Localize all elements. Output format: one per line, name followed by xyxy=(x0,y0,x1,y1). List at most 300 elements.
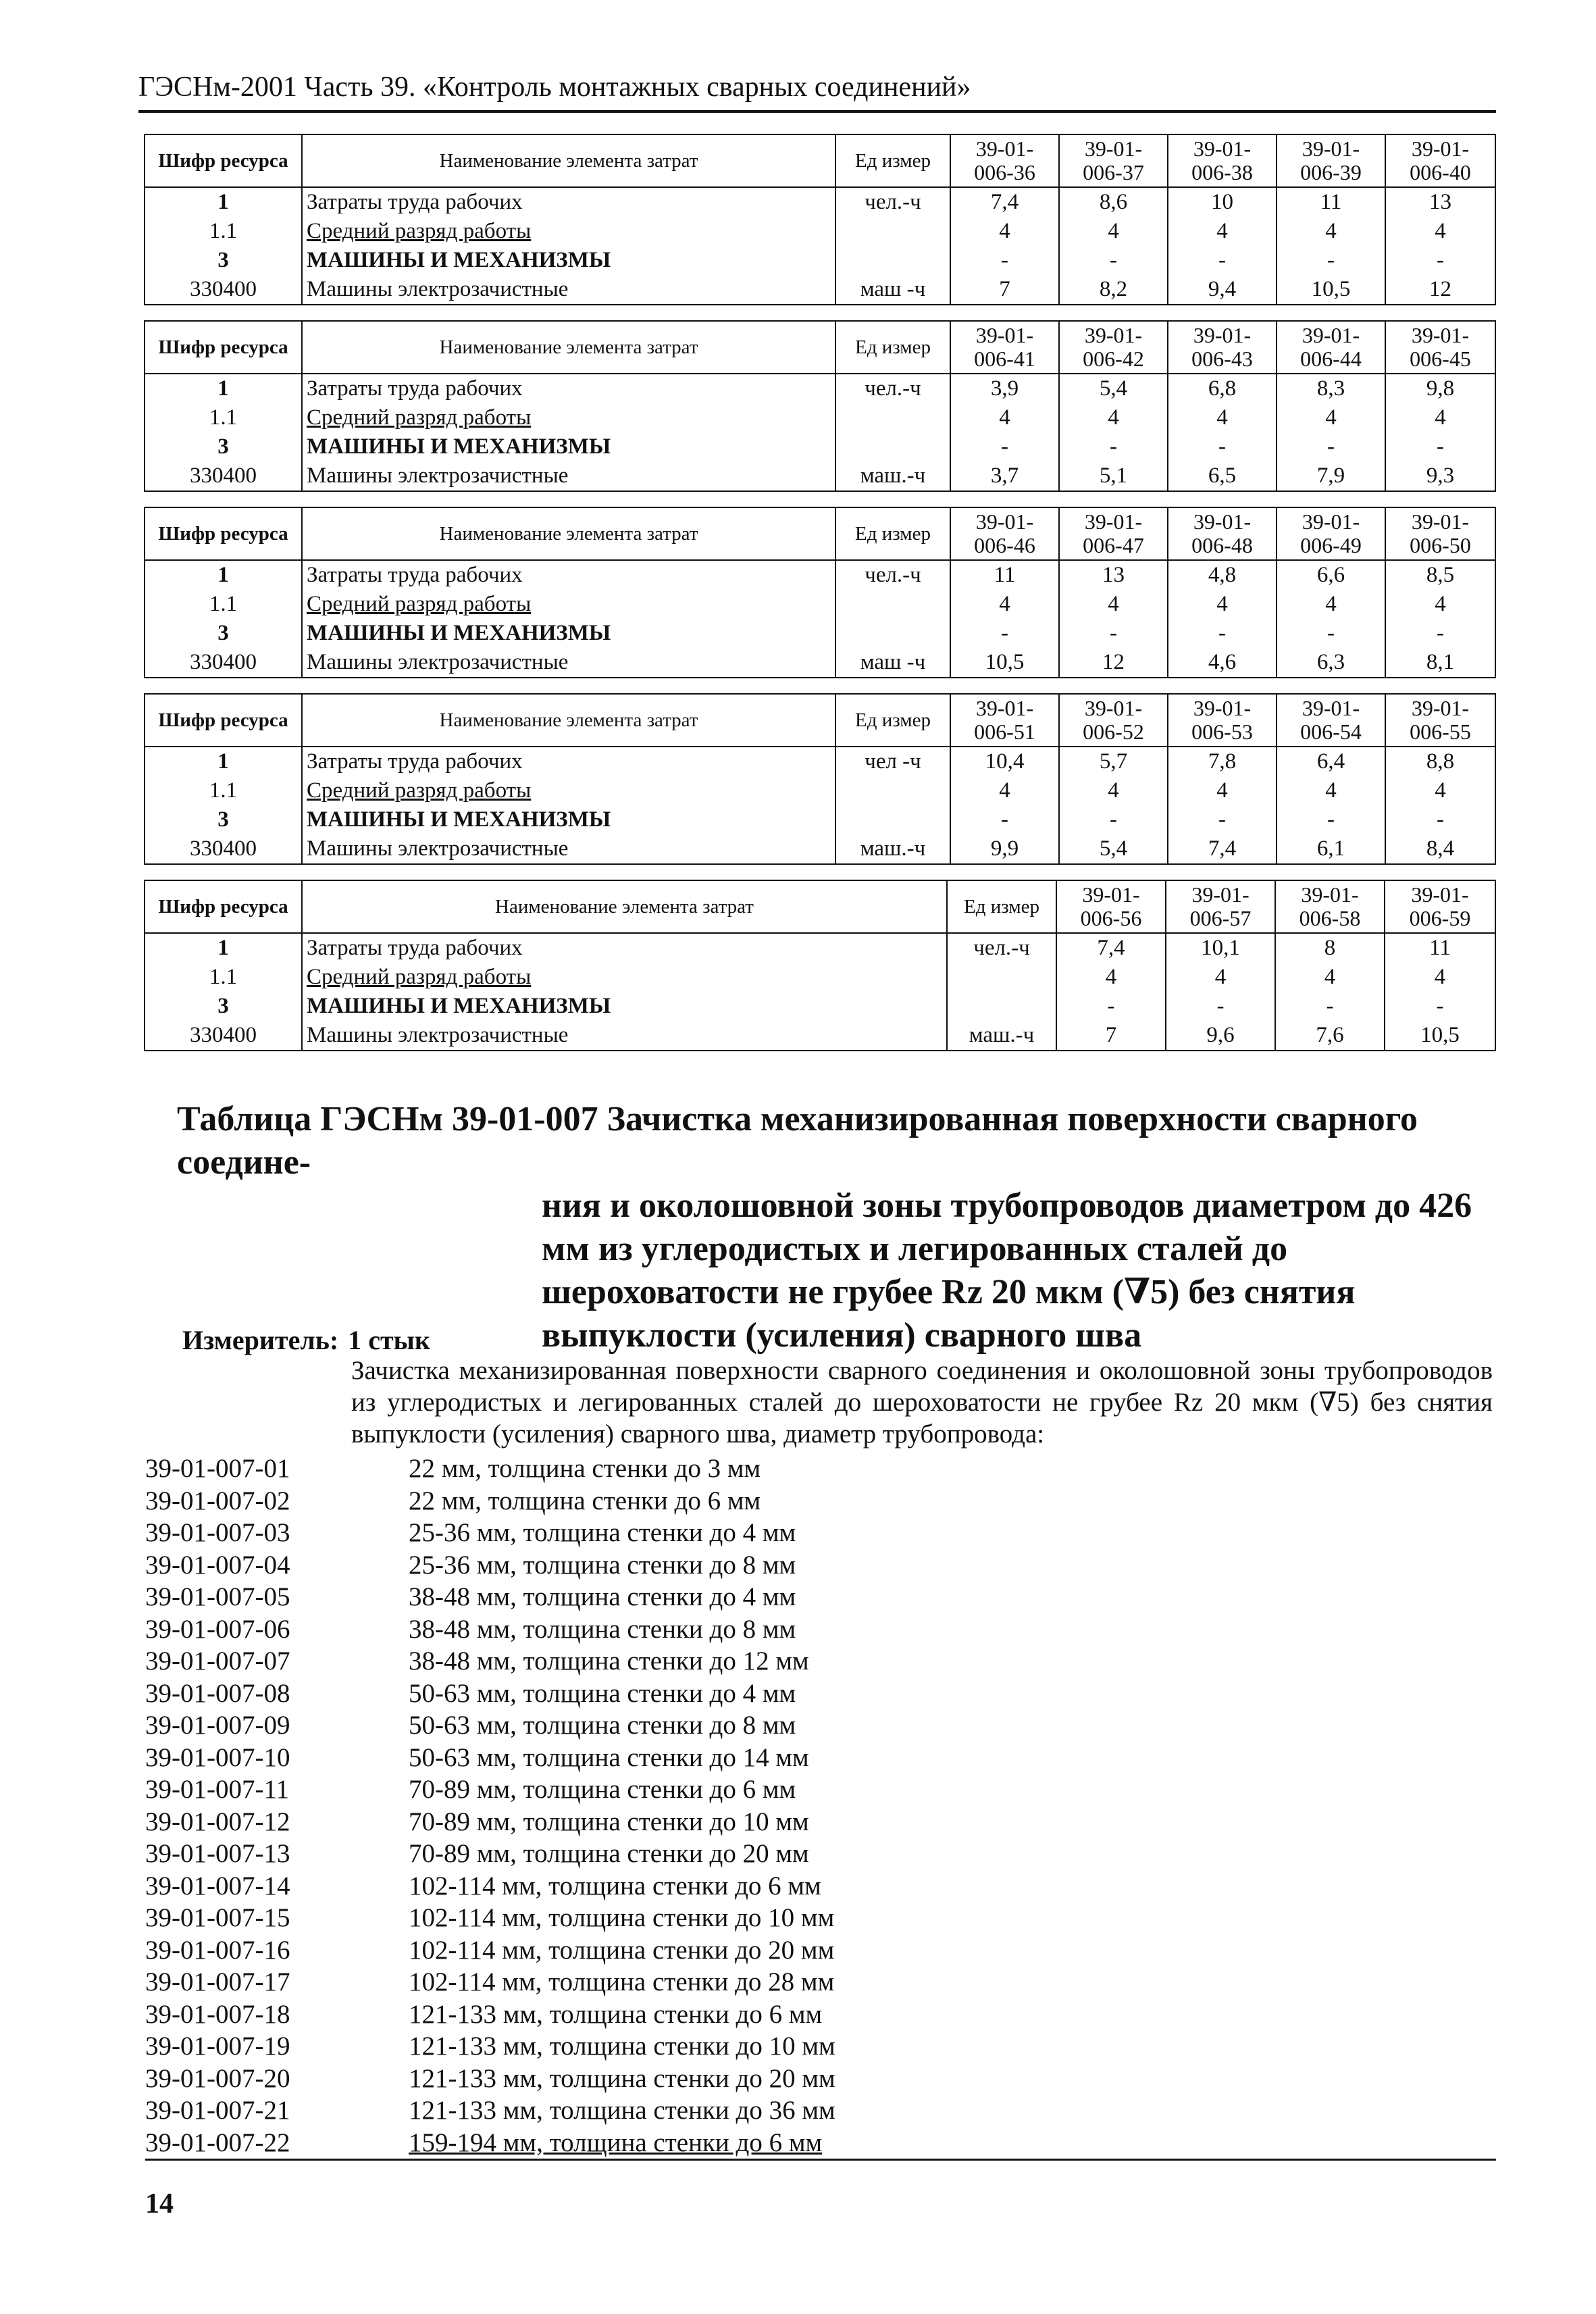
table-header-row xyxy=(145,321,1495,374)
norm-value: 4 xyxy=(1385,590,1495,619)
cost-element-name: Средний разряд работы xyxy=(302,963,947,992)
table-row xyxy=(145,187,1495,217)
item-text: 38-48 мм, толщина стенки до 12 мм xyxy=(409,1646,809,1676)
norm-code-prefix: 39-01- xyxy=(975,323,1034,347)
item-text: 102-114 мм, толщина стенки до 20 мм xyxy=(409,1935,835,1965)
norm-value: 5,4 xyxy=(1059,374,1168,403)
norm-value: 10,4 xyxy=(950,747,1059,776)
resource-code: 1 xyxy=(145,374,302,403)
norm-value: 4 xyxy=(1277,590,1385,619)
item-text: 25-36 мм, толщина стенки до 4 мм xyxy=(409,1518,796,1547)
norm-value: 7,9 xyxy=(1277,461,1385,491)
norm-value: 10 xyxy=(1168,187,1277,217)
norm-code-number: 006-49 xyxy=(1300,533,1362,557)
item-code: 39-01-007-06 xyxy=(145,1614,290,1644)
norm-code-header xyxy=(1385,321,1495,374)
norm-code-prefix: 39-01- xyxy=(1193,696,1252,720)
resource-code: 1 xyxy=(145,933,302,963)
norm-code-header xyxy=(1168,134,1277,187)
item-text: 70-89 мм, толщина стенки до 10 мм xyxy=(409,1807,809,1836)
norm-value: 4 xyxy=(1168,217,1277,246)
cost-element-name: Затраты труда рабочих xyxy=(302,374,835,403)
norm-value: - xyxy=(1056,992,1166,1021)
cost-element-name: МАШИНЫ И МЕХАНИЗМЫ xyxy=(302,619,835,648)
resource-code: 1.1 xyxy=(145,403,302,432)
resource-code: 3 xyxy=(145,805,302,834)
column-header: Шифр ресурса xyxy=(145,134,302,187)
norm-code-header xyxy=(1168,507,1277,560)
norm-code-prefix: 39-01- xyxy=(1084,696,1143,720)
cost-element-name: МАШИНЫ И МЕХАНИЗМЫ xyxy=(302,246,835,275)
resource-code: 330400 xyxy=(145,275,302,305)
unit xyxy=(835,590,950,619)
resource-code: 1 xyxy=(145,560,302,590)
list-item xyxy=(145,2063,1496,2095)
norm-code-number: 006-40 xyxy=(1410,160,1471,184)
cost-element-name: МАШИНЫ И МЕХАНИЗМЫ xyxy=(302,992,947,1021)
norm-code-header xyxy=(1277,507,1385,560)
unit xyxy=(835,805,950,834)
item-code: 39-01-007-17 xyxy=(145,1967,290,1996)
resource-code: 3 xyxy=(145,619,302,648)
column-header: Ед измер xyxy=(835,694,950,747)
cost-element-name: Машины электрозачистные xyxy=(302,1021,947,1051)
norm-value: - xyxy=(1059,246,1168,275)
norm-value: 4 xyxy=(1168,403,1277,432)
norm-value: - xyxy=(1059,805,1168,834)
norm-code-header xyxy=(950,321,1059,374)
item-text: 70-89 мм, толщина стенки до 6 мм xyxy=(409,1775,796,1804)
norm-value: 3,7 xyxy=(950,461,1059,491)
resource-code: 1.1 xyxy=(145,590,302,619)
cost-element-name: Затраты труда рабочих xyxy=(302,747,835,776)
unit: маш.-ч xyxy=(835,834,950,864)
norm-code-header xyxy=(1277,321,1385,374)
norm-value: - xyxy=(1385,619,1495,648)
cost-element-name: МАШИНЫ И МЕХАНИЗМЫ xyxy=(302,432,835,461)
item-text: 121-133 мм, толщина стенки до 20 мм xyxy=(409,2063,835,2093)
norm-value: 6,1 xyxy=(1277,834,1385,864)
item-code: 39-01-007-19 xyxy=(145,2032,290,2061)
norm-value: 11 xyxy=(1277,187,1385,217)
list-item xyxy=(145,1709,1496,1742)
norm-code-prefix: 39-01- xyxy=(1302,136,1360,161)
table-row xyxy=(145,805,1495,834)
table-row xyxy=(145,963,1495,992)
norm-code-prefix: 39-01- xyxy=(1084,323,1143,347)
norm-value: - xyxy=(1168,619,1277,648)
norm-code-prefix: 39-01- xyxy=(1082,882,1140,907)
norm-value: 10,5 xyxy=(950,648,1059,678)
norm-value: 4 xyxy=(950,403,1059,432)
item-code: 39-01-007-04 xyxy=(145,1550,290,1580)
norm-value: 6,6 xyxy=(1277,560,1385,590)
norm-code-number: 006-42 xyxy=(1083,347,1144,371)
resource-code: 330400 xyxy=(145,461,302,491)
cost-element-name: Средний разряд работы xyxy=(302,590,835,619)
norm-value: 10,5 xyxy=(1385,1021,1495,1051)
item-code: 39-01-007-02 xyxy=(145,1486,290,1515)
norm-value: 4 xyxy=(1385,217,1495,246)
resource-code: 330400 xyxy=(145,1021,302,1051)
cost-element-name: Средний разряд работы xyxy=(302,403,835,432)
norm-code-number: 006-47 xyxy=(1083,533,1144,557)
meter-value: 1 стык xyxy=(348,1325,430,1355)
table-row xyxy=(145,461,1495,491)
norm-value: 4 xyxy=(950,776,1059,805)
item-text: 50-63 мм, толщина стенки до 4 мм xyxy=(409,1678,796,1708)
norm-value: 4,6 xyxy=(1168,648,1277,678)
item-text: 121-133 мм, толщина стенки до 10 мм xyxy=(409,2032,835,2061)
norm-value: - xyxy=(1277,246,1385,275)
table-row xyxy=(145,403,1495,432)
norm-code-header xyxy=(950,694,1059,747)
section-title xyxy=(177,1098,1494,1357)
norm-code-number: 006-56 xyxy=(1080,906,1142,930)
norm-value: 9,8 xyxy=(1385,374,1495,403)
norm-code-prefix: 39-01- xyxy=(1411,882,1469,907)
norm-code-prefix: 39-01- xyxy=(1193,509,1252,534)
norm-value: - xyxy=(1385,246,1495,275)
norm-code-header xyxy=(1166,880,1275,933)
item-code: 39-01-007-15 xyxy=(145,1903,290,1932)
unit: чел.-ч xyxy=(947,933,1056,963)
item-text: 102-114 мм, толщина стенки до 28 мм xyxy=(409,1967,835,1996)
item-text: 38-48 мм, толщина стенки до 4 мм xyxy=(409,1582,796,1611)
unit: чел.-ч xyxy=(835,560,950,590)
norm-value: 7,4 xyxy=(1168,834,1277,864)
norm-value: 8,4 xyxy=(1385,834,1495,864)
norm-value: 7,4 xyxy=(1056,933,1166,963)
norm-value: 8,8 xyxy=(1385,747,1495,776)
item-list xyxy=(145,1453,1496,2159)
norm-code-number: 006-36 xyxy=(974,160,1035,184)
list-item xyxy=(145,1549,1496,1582)
norm-code-header xyxy=(1385,880,1495,933)
table-header-row xyxy=(145,694,1495,747)
norm-code-prefix: 39-01- xyxy=(1411,136,1470,161)
unit xyxy=(835,619,950,648)
norm-value: 5,1 xyxy=(1059,461,1168,491)
cost-element-name: Затраты труда рабочих xyxy=(302,933,947,963)
norm-value: - xyxy=(950,246,1059,275)
table-header-row xyxy=(145,134,1495,187)
norm-value: - xyxy=(950,805,1059,834)
norm-value: 8,1 xyxy=(1385,648,1495,678)
norm-value: 13 xyxy=(1059,560,1168,590)
norm-value: 4 xyxy=(1059,217,1168,246)
item-code: 39-01-007-21 xyxy=(145,2096,290,2125)
list-item xyxy=(145,2094,1496,2127)
norm-value: 4 xyxy=(1059,590,1168,619)
page-header-title: ГЭСНм-2001 Часть 39. «Контроль монтажных сварных соединений» xyxy=(138,72,971,103)
resource-code: 3 xyxy=(145,432,302,461)
norm-value: 4 xyxy=(1277,776,1385,805)
norm-value: 5,4 xyxy=(1059,834,1168,864)
item-text: 102-114 мм, толщина стенки до 6 мм xyxy=(409,1871,821,1901)
list-item xyxy=(145,1581,1496,1613)
table-header-row xyxy=(145,507,1495,560)
table-row xyxy=(145,217,1495,246)
item-text: 38-48 мм, толщина стенки до 8 мм xyxy=(409,1614,796,1644)
norm-value: 13 xyxy=(1385,187,1495,217)
column-header: Наименование элемента затрат xyxy=(302,321,835,374)
norm-value: 10,5 xyxy=(1277,275,1385,305)
norm-value: 7,4 xyxy=(950,187,1059,217)
norm-value: - xyxy=(1059,619,1168,648)
norm-code-number: 006-39 xyxy=(1300,160,1362,184)
table-row xyxy=(145,747,1495,776)
norm-value: 4 xyxy=(1168,590,1277,619)
norm-value: 11 xyxy=(950,560,1059,590)
item-code: 39-01-007-22 xyxy=(145,2128,290,2157)
item-text: 159-194 мм, толщина стенки до 6 мм xyxy=(409,2128,823,2157)
cost-element-name: МАШИНЫ И МЕХАНИЗМЫ xyxy=(302,805,835,834)
list-item xyxy=(145,1806,1496,1838)
resource-tables xyxy=(144,134,1495,1066)
table-row xyxy=(145,246,1495,275)
item-code: 39-01-007-14 xyxy=(145,1871,290,1901)
item-code: 39-01-007-16 xyxy=(145,1935,290,1965)
resource-table xyxy=(144,134,1496,305)
column-header: Ед измер xyxy=(835,507,950,560)
section-title-lead: Таблица ГЭСНм 39-01-007 Зачистка механизированная поверхности сварного соедине- xyxy=(177,1100,1418,1182)
norm-value: 4 xyxy=(1056,963,1166,992)
meter-label: Измеритель: xyxy=(182,1325,339,1355)
norm-code-prefix: 39-01- xyxy=(1191,882,1250,907)
item-code: 39-01-007-03 xyxy=(145,1518,290,1547)
list-item xyxy=(145,1838,1496,1870)
norm-value: - xyxy=(1168,246,1277,275)
norm-value: 8,6 xyxy=(1059,187,1168,217)
column-header: Наименование элемента затрат xyxy=(302,134,835,187)
norm-value: 4 xyxy=(950,590,1059,619)
resource-table xyxy=(144,507,1496,678)
norm-value: 11 xyxy=(1385,933,1495,963)
item-text: 102-114 мм, толщина стенки до 10 мм xyxy=(409,1903,835,1932)
norm-code-header xyxy=(1277,694,1385,747)
norm-value: 3,9 xyxy=(950,374,1059,403)
item-text: 70-89 мм, толщина стенки до 20 мм xyxy=(409,1839,809,1868)
item-code: 39-01-007-01 xyxy=(145,1454,290,1483)
cost-element-name: Средний разряд работы xyxy=(302,776,835,805)
table-row xyxy=(145,1021,1495,1051)
list-item xyxy=(145,1934,1496,1967)
list-item xyxy=(145,1742,1496,1774)
item-code: 39-01-007-20 xyxy=(145,2063,290,2093)
item-code: 39-01-007-18 xyxy=(145,1999,290,2029)
norm-code-prefix: 39-01- xyxy=(1084,509,1143,534)
norm-value: 9,4 xyxy=(1168,275,1277,305)
norm-code-prefix: 39-01- xyxy=(1411,323,1470,347)
unit xyxy=(947,963,1056,992)
norm-value: 8,2 xyxy=(1059,275,1168,305)
norm-code-header xyxy=(1056,880,1166,933)
cost-element-name: Затраты труда рабочих xyxy=(302,560,835,590)
norm-code-header xyxy=(1277,134,1385,187)
section-title-rest: ния и околошовной зоны трубопроводов диаметром до 426 мм из углеродистых и легированных сталей до шероховатости не грубее Rz 20 мкм (∇5) без снятия выпуклости (усиления) сварного шва xyxy=(542,1186,1472,1355)
norm-code-number: 006-50 xyxy=(1410,533,1471,557)
list-item xyxy=(145,1678,1496,1710)
cost-element-name: Средний разряд работы xyxy=(302,217,835,246)
norm-value: 7,6 xyxy=(1275,1021,1385,1051)
norm-value: 12 xyxy=(1385,275,1495,305)
resource-code: 1 xyxy=(145,747,302,776)
norm-code-header xyxy=(950,134,1059,187)
unit: маш.-ч xyxy=(947,1021,1056,1051)
norm-value: 4 xyxy=(1059,403,1168,432)
unit: чел.-ч xyxy=(835,374,950,403)
norm-code-prefix: 39-01- xyxy=(1302,323,1360,347)
table-row xyxy=(145,834,1495,864)
item-code: 39-01-007-10 xyxy=(145,1742,290,1772)
cost-element-name: Машины электрозачистные xyxy=(302,648,835,678)
norm-value: - xyxy=(950,432,1059,461)
unit xyxy=(835,217,950,246)
list-item xyxy=(145,1453,1496,1485)
resource-code: 1.1 xyxy=(145,776,302,805)
norm-code-prefix: 39-01- xyxy=(1411,509,1470,534)
norm-code-number: 006-48 xyxy=(1191,533,1253,557)
norm-value: 4 xyxy=(1275,963,1385,992)
norm-code-header xyxy=(1059,134,1168,187)
norm-value: 7 xyxy=(950,275,1059,305)
item-code: 39-01-007-09 xyxy=(145,1711,290,1740)
norm-value: - xyxy=(1168,805,1277,834)
column-header: Наименование элемента затрат xyxy=(302,880,947,933)
norm-value: 4 xyxy=(1277,217,1385,246)
item-text: 22 мм, толщина стенки до 6 мм xyxy=(409,1486,761,1515)
item-code: 39-01-007-07 xyxy=(145,1646,290,1676)
norm-code-header xyxy=(1168,321,1277,374)
item-text: 25-36 мм, толщина стенки до 8 мм xyxy=(409,1550,796,1580)
norm-code-number: 006-52 xyxy=(1083,720,1144,744)
unit: маш -ч xyxy=(835,648,950,678)
norm-code-prefix: 39-01- xyxy=(1193,323,1252,347)
list-item xyxy=(145,1517,1496,1549)
resource-table xyxy=(144,880,1496,1051)
table-row xyxy=(145,275,1495,305)
norm-code-prefix: 39-01- xyxy=(975,696,1034,720)
norm-value: 9,9 xyxy=(950,834,1059,864)
norm-code-prefix: 39-01- xyxy=(1193,136,1252,161)
norm-value: - xyxy=(1385,992,1495,1021)
resource-code: 1 xyxy=(145,187,302,217)
norm-code-header xyxy=(1385,134,1495,187)
column-header: Ед измер xyxy=(947,880,1056,933)
item-code: 39-01-007-05 xyxy=(145,1582,290,1611)
resource-code: 1.1 xyxy=(145,963,302,992)
norm-value: - xyxy=(1168,432,1277,461)
item-code: 39-01-007-11 xyxy=(145,1775,290,1804)
column-header: Ед измер xyxy=(835,134,950,187)
column-header: Шифр ресурса xyxy=(145,507,302,560)
resource-code: 3 xyxy=(145,992,302,1021)
norm-code-prefix: 39-01- xyxy=(975,509,1034,534)
norm-value: 4 xyxy=(1385,963,1495,992)
norm-code-header xyxy=(950,507,1059,560)
column-header: Ед измер xyxy=(835,321,950,374)
list-item xyxy=(145,1902,1496,1934)
norm-value: 4 xyxy=(950,217,1059,246)
list-item xyxy=(145,1966,1496,1998)
resource-table xyxy=(144,693,1496,865)
norm-code-number: 006-44 xyxy=(1300,347,1362,371)
norm-code-number: 006-57 xyxy=(1189,906,1252,930)
column-header: Наименование элемента затрат xyxy=(302,507,835,560)
column-header: Шифр ресурса xyxy=(145,694,302,747)
unit xyxy=(835,403,950,432)
table-row xyxy=(145,648,1495,678)
norm-code-number: 006-43 xyxy=(1191,347,1253,371)
norm-value: 6,5 xyxy=(1168,461,1277,491)
norm-value: 6,8 xyxy=(1168,374,1277,403)
cost-element-name: Машины электрозачистные xyxy=(302,834,835,864)
norm-value: - xyxy=(1277,619,1385,648)
norm-value: 6,4 xyxy=(1277,747,1385,776)
item-text: 22 мм, толщина стенки до 3 мм xyxy=(409,1454,761,1483)
unit xyxy=(947,992,1056,1021)
bottom-divider xyxy=(145,2159,1496,2161)
unit xyxy=(835,246,950,275)
norm-code-number: 006-54 xyxy=(1300,720,1362,744)
norm-code-prefix: 39-01- xyxy=(1411,696,1470,720)
norm-code-number: 006-59 xyxy=(1409,906,1471,930)
list-item xyxy=(145,2030,1496,2063)
norm-value: - xyxy=(1385,805,1495,834)
norm-value: 4,8 xyxy=(1168,560,1277,590)
table-row xyxy=(145,374,1495,403)
norm-code-header xyxy=(1275,880,1385,933)
norm-value: - xyxy=(1059,432,1168,461)
norm-code-header xyxy=(1385,694,1495,747)
norm-code-header xyxy=(1059,694,1168,747)
unit: чел -ч xyxy=(835,747,950,776)
norm-value: - xyxy=(950,619,1059,648)
norm-code-number: 006-41 xyxy=(974,347,1035,371)
norm-value: 8,3 xyxy=(1277,374,1385,403)
table-row xyxy=(145,590,1495,619)
item-code: 39-01-007-13 xyxy=(145,1839,290,1868)
unit: маш -ч xyxy=(835,275,950,305)
page-header xyxy=(138,71,1496,113)
norm-code-prefix: 39-01- xyxy=(975,136,1034,161)
norm-code-header xyxy=(1059,321,1168,374)
unit xyxy=(835,776,950,805)
norm-value: - xyxy=(1277,805,1385,834)
unit: чел.-ч xyxy=(835,187,950,217)
norm-value: 5,7 xyxy=(1059,747,1168,776)
norm-value: 7 xyxy=(1056,1021,1166,1051)
cost-element-name: Машины электрозачистные xyxy=(302,275,835,305)
norm-code-prefix: 39-01- xyxy=(1302,696,1360,720)
resource-code: 330400 xyxy=(145,834,302,864)
norm-code-header xyxy=(1168,694,1277,747)
norm-value: 8 xyxy=(1275,933,1385,963)
cost-element-name: Затраты труда рабочих xyxy=(302,187,835,217)
unit: маш.-ч xyxy=(835,461,950,491)
item-text: 121-133 мм, толщина стенки до 6 мм xyxy=(409,1999,823,2029)
norm-value: 6,3 xyxy=(1277,648,1385,678)
norm-value: 4 xyxy=(1385,776,1495,805)
norm-code-number: 006-53 xyxy=(1191,720,1253,744)
resource-table xyxy=(144,320,1496,492)
column-header: Наименование элемента затрат xyxy=(302,694,835,747)
norm-value: 10,1 xyxy=(1166,933,1275,963)
norm-value: - xyxy=(1166,992,1275,1021)
norm-code-prefix: 39-01- xyxy=(1301,882,1359,907)
section-description: Зачистка механизированная поверхности сварного соединения и околошовной зоны трубопроводов из углеродистых и легированных сталей до шероховатости не грубее Rz 20 мкм (∇5) без снятия выпуклости (усиления) сварного шва, диаметр трубопровода: xyxy=(351,1356,1493,1449)
